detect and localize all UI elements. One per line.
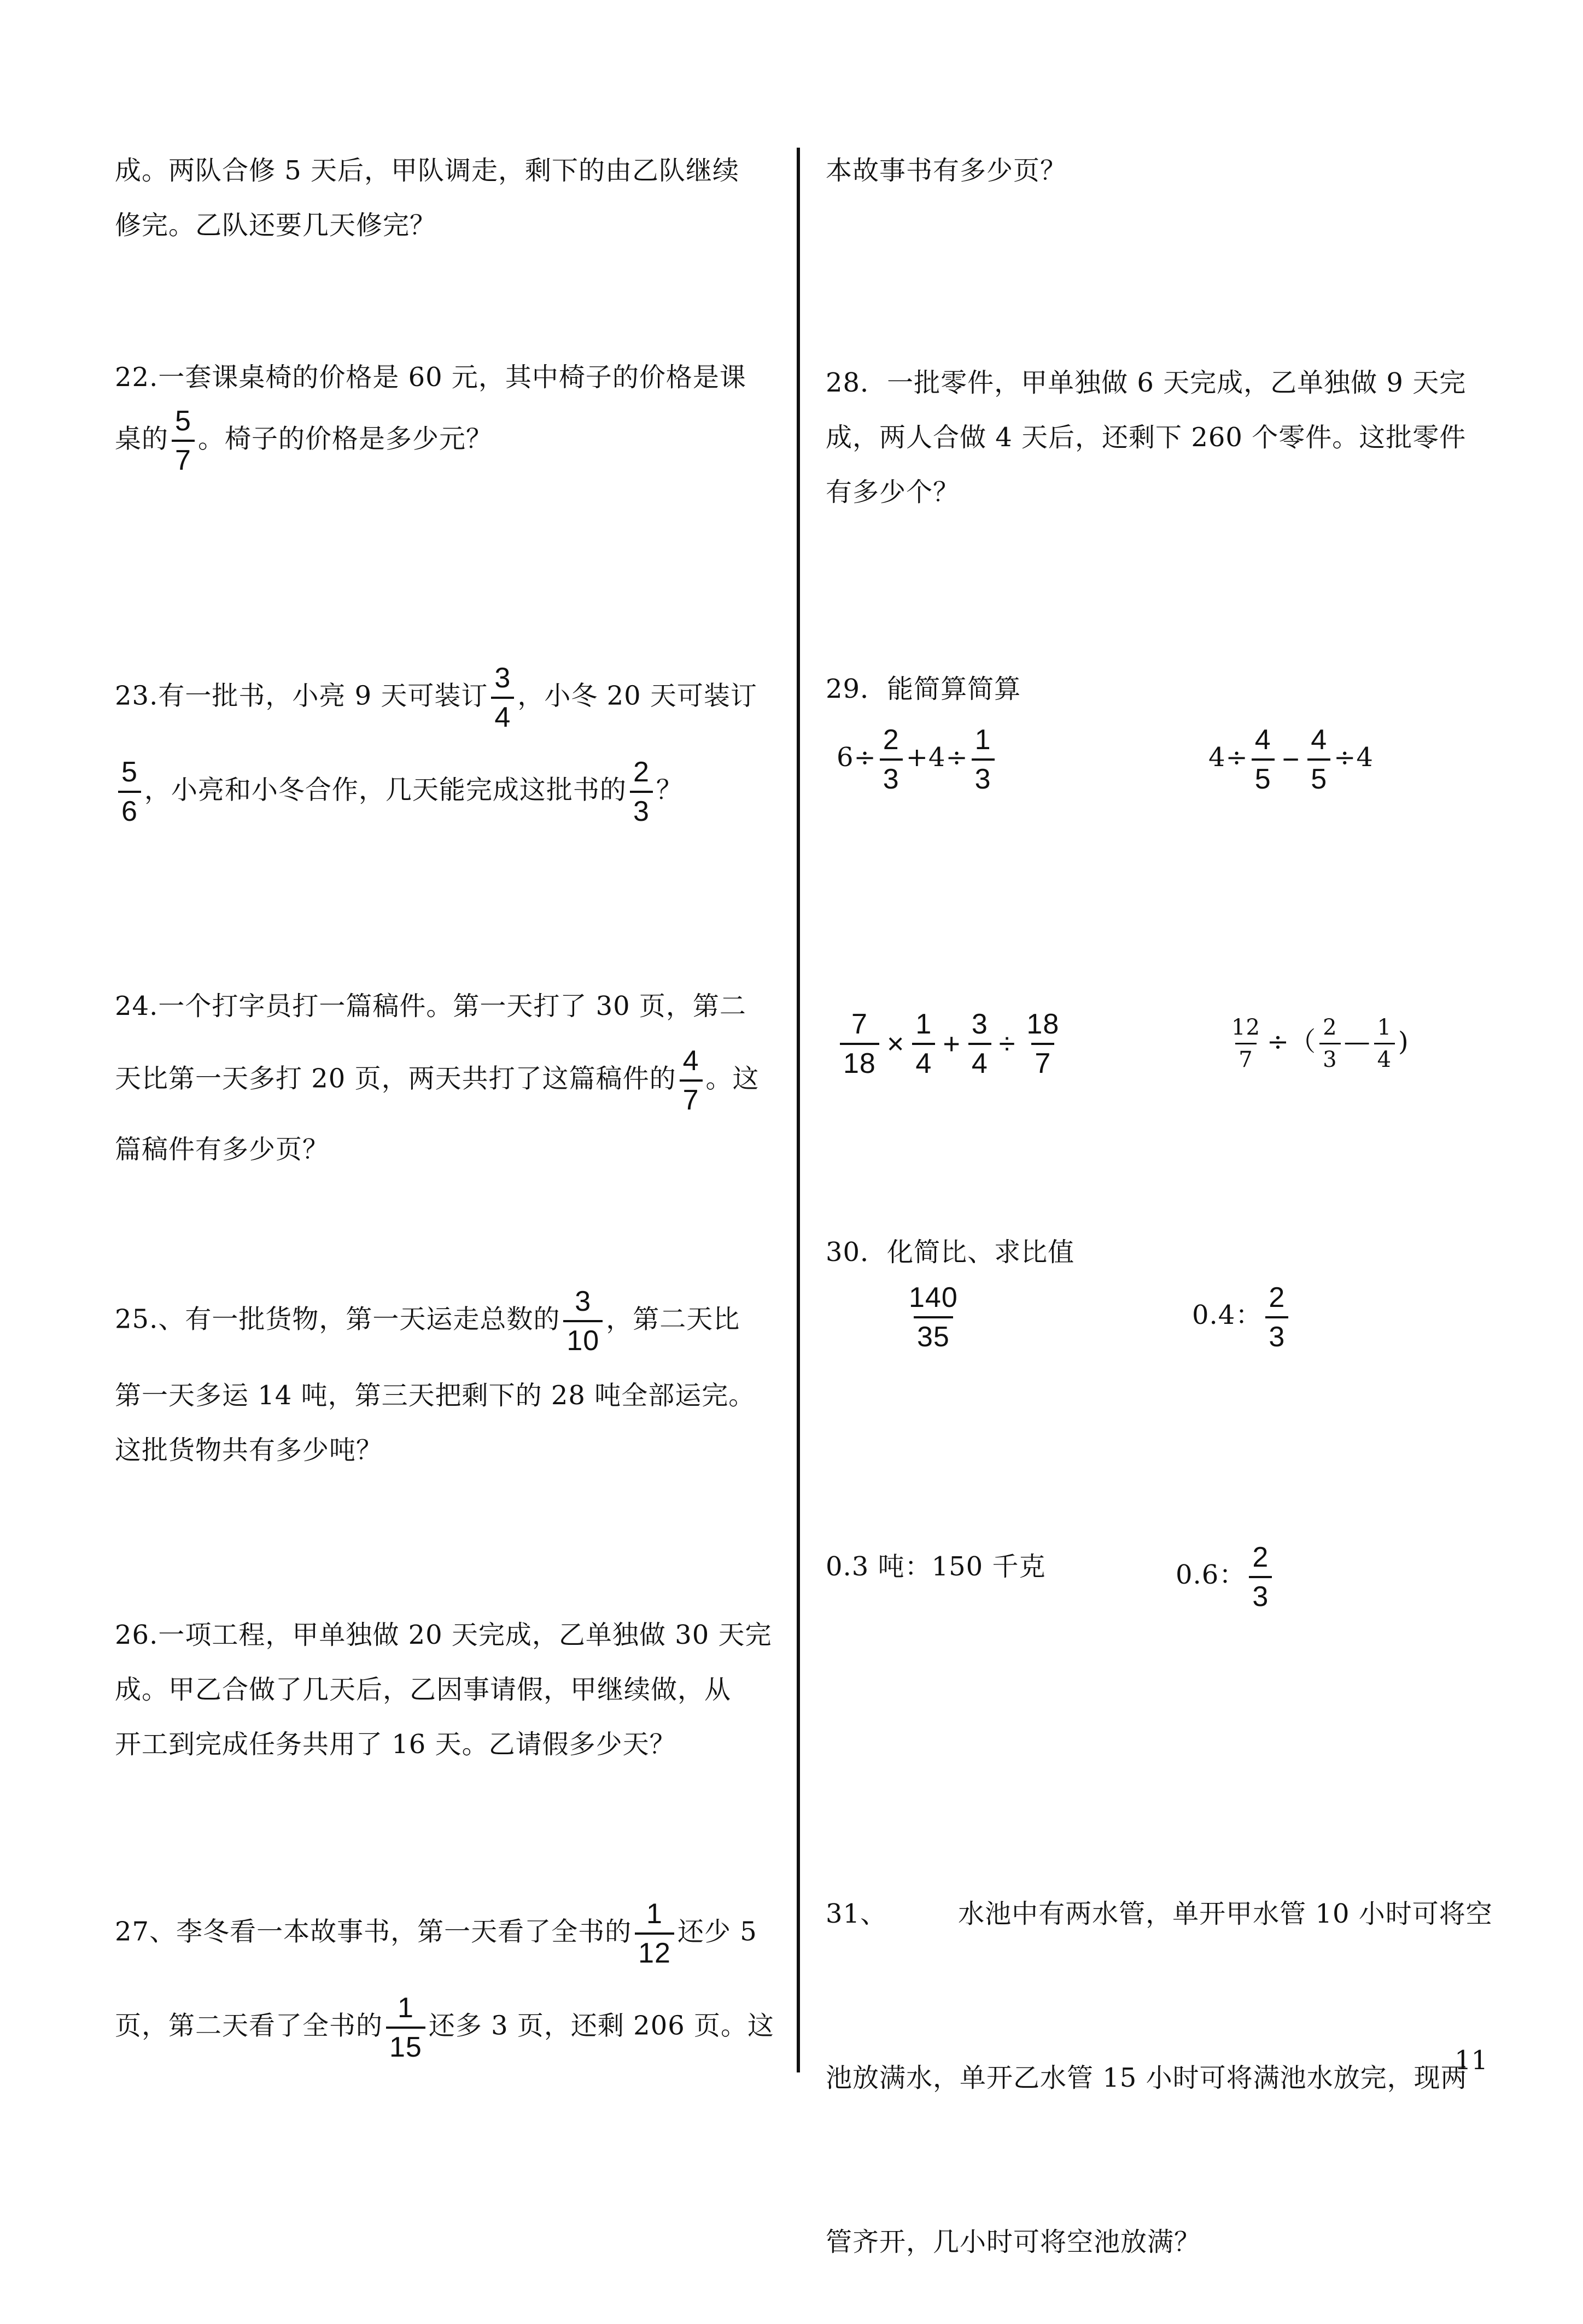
fraction: $\frac{3}{4}$	[968, 1008, 991, 1080]
question-23: 23.有一批书，小亮 9 天可装订 $\frac{3}{4}$ ，小冬 20 天可装订 $\frac{5}{6}$ ，小亮和小冬合作，几天能完成这批书的 $\frac{2}{3}$ ？	[115, 662, 757, 827]
fraction: $\frac{140}{35}$	[909, 1281, 958, 1353]
fraction: $\frac{5}{7}$	[172, 405, 195, 477]
question-30-title: 30．化简比、求比值	[826, 1237, 1075, 1268]
fraction: $\frac{12}{7}$	[1231, 1015, 1260, 1072]
fraction: $\frac{1}{4}$	[1374, 1014, 1395, 1073]
fraction: $\frac{2}{3}$	[630, 756, 653, 828]
fraction: $\frac{4}{5}$	[1307, 723, 1330, 796]
fraction: $\frac{2}{3}$	[1249, 1541, 1272, 1613]
fraction: $\frac{1}{12}$	[635, 1897, 674, 1970]
question-31: 31、 水池中有两水管，单开甲水管 10 小时可将空 池放满水，单开乙水管 15 小时可将满池水放完，现两 管齐开，几小时可将空池放满？	[826, 1899, 1493, 2257]
fraction: $\frac{7}{18}$	[840, 1008, 879, 1080]
fraction: $\frac{3}{4}$	[491, 662, 514, 734]
fraction: $\frac{2}{3}$	[880, 723, 903, 796]
question-29-title: 29．能简算简算	[826, 674, 1021, 704]
q21-continuation: 成。两队合修 5 天后，甲队调走，剩下的由乙队继续 修完。乙队还要几天修完？	[115, 155, 740, 241]
expression-29-3: $\frac{7}{18}$ × $\frac{1}{4}$ + $\frac{3}{4}$ ÷ $\frac{18}{7}$	[837, 1006, 1066, 1080]
question-22: 22.一套课桌椅的价格是 60 元，其中椅子的价格是课 桌的 $\frac{5}{7}$ 。椅子的价格是多少元？	[115, 362, 746, 476]
fraction: $\frac{1}{3}$	[972, 723, 995, 796]
ratio-30-3: 0.3 吨：150 千克	[826, 1551, 1046, 1582]
question-27: 27、李冬看一本故事书，第一天看了全书的 $\frac{1}{12}$ 还少 5 页，第二天看了全书的 $\frac{1}{15}$ 还多 3 页，还剩 206 页。这	[115, 1898, 775, 2063]
question-25: 25.、有一批货物，第一天运走总数的 $\frac{3}{10}$ ，第二天比 第一天多运 14 吨，第三天把剩下的 28 吨全部运完。 这批货物共有多少吨？	[115, 1286, 756, 1465]
expression-29-4: $\frac{12}{7}$ ÷（ $\frac{2}{3}$ — $\frac{1}{4}$ )	[1225, 1006, 1409, 1077]
question-24: 24.一个打字员打一篇稿件。第一天打了 30 页，第二 天比第一天多打 20 页，两天共打了这篇稿件的 $\frac{4}{7}$ 。这 篇稿件有多少页？	[115, 991, 760, 1165]
expression-29-2: 4÷ $\frac{4}{5}$ − $\frac{4}{5}$ ÷4	[1208, 723, 1374, 795]
fraction: $\frac{2}{3}$	[1319, 1014, 1340, 1073]
fraction: $\frac{5}{6}$	[118, 756, 141, 828]
expression-29-1: 6÷ $\frac{2}{3}$ +4÷ $\frac{1}{3}$	[837, 722, 998, 796]
ratio-30-4: 0.6： $\frac{2}{3}$	[1176, 1539, 1275, 1613]
column-divider	[797, 148, 800, 2072]
fraction: $\frac{1}{4}$	[912, 1008, 935, 1080]
fraction: $\frac{3}{10}$	[563, 1285, 603, 1357]
fraction: $\frac{18}{7}$	[1026, 1008, 1060, 1079]
ratio-30-2: 0.4： $\frac{2}{3}$	[1192, 1280, 1292, 1353]
fraction: $\frac{4}{5}$	[1252, 723, 1275, 796]
fraction: $\frac{4}{7}$	[680, 1044, 703, 1117]
question-26: 26.一项工程，甲单独做 20 天完成，乙单独做 30 天完 成。甲乙合做了几天后，乙因事请假，甲继续做，从 开工到完成任务共用了 16 天。乙请假多少天？	[115, 1620, 772, 1760]
q27-continuation: 本故事书有多少页？	[826, 155, 1067, 186]
page-number: 11	[1455, 2045, 1488, 2076]
question-28: 28．一批零件，甲单独做 6 天完成，乙单独做 9 天完 成，两人合做 4 天后，还剩下 260 个零件。这批零件 有多少个？	[826, 367, 1467, 507]
ratio-30-1	[902, 1280, 965, 1353]
fraction: $\frac{2}{3}$	[1265, 1281, 1288, 1353]
fraction: $\frac{1}{15}$	[386, 1992, 425, 2064]
